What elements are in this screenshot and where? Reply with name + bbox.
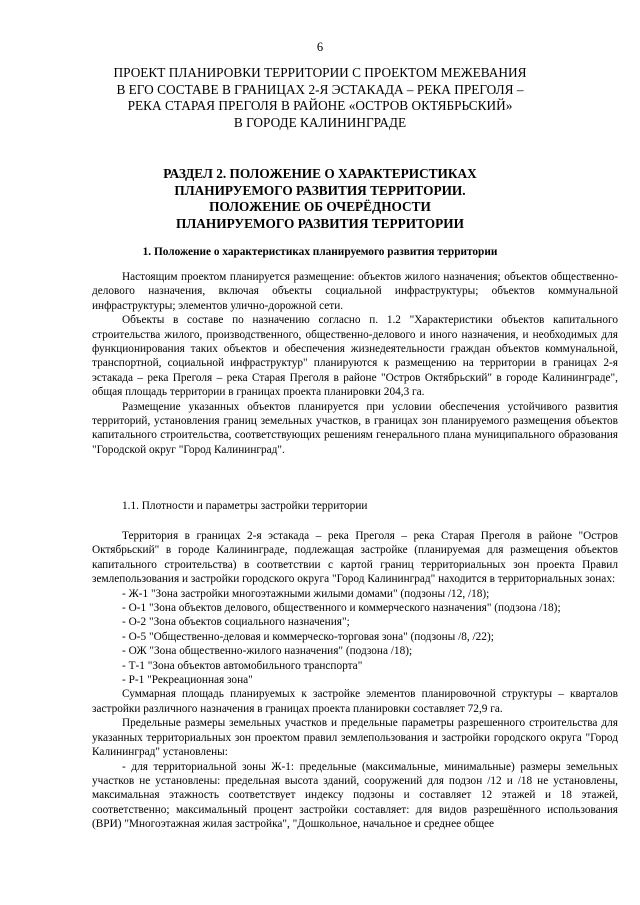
title-line: РЕКА СТАРАЯ ПРЕГОЛЯ В РАЙОНЕ «ОСТРОВ ОКТЯБРЬСКИЙ» — [127, 98, 513, 113]
zone-item: - ОЖ "Зона общественно-жилого назначения" (подзона /18); — [122, 645, 413, 658]
zone-item: - Р-1 "Рекреационная зона" — [122, 674, 253, 687]
section-line: РАЗДЕЛ 2. ПОЛОЖЕНИЕ О ХАРАКТЕРИСТИКАХ — [163, 166, 477, 181]
paragraph: Суммарная площадь планируемых к застройке элементов планировочной структуры – кварталов застройки различного назначения в границах проекта планировки составляет 72,9 га. — [92, 688, 618, 715]
section-line: ПОЛОЖЕНИЕ ОБ ОЧЕРЁДНОСТИ — [209, 199, 431, 214]
document-title — [60, 65, 580, 131]
zone-item: - О-2 "Зона объектов социального назначения"; — [122, 616, 350, 629]
zone-item: - Т-1 "Зона объектов автомобильного транспорта" — [122, 659, 363, 672]
paragraph: - для территориальной зоны Ж-1: предельные (максимальные, минимальные) размеры земельных участков не установлены: предельная высота зданий, сооружений для подзон /12 и /18 не установлены, максимальная этажность соответствует индексу подзоны и составляет 12 этажей и 18 этажей, соответственно; максимальный процент застройки составляет: для видов разрешённого использования (ВРИ) "Многоэтажная жилая застройка", "Дошкольное, начальное и среднее общее — [92, 760, 618, 831]
zone-item: - О-5 "Общественно-деловая и коммерческо-торговая зона" (подзоны /8, /22); — [122, 630, 494, 643]
subheading-2: 1.1. Плотности и параметры застройки территории — [122, 500, 368, 512]
body-block-1 — [92, 270, 618, 457]
title-line: ПРОЕКТ ПЛАНИРОВКИ ТЕРРИТОРИИ С ПРОЕКТОМ МЕЖЕВАНИЯ — [113, 65, 527, 80]
paragraph: Настоящим проектом планируется размещение: объектов жилого назначения; объектов общественно-делового назначения, включая объекты социальной инфраструктуры; объектов коммунальной инфраструктуры; элементов улично-дорожной сети. — [92, 271, 618, 312]
paragraph: Предельные размеры земельных участков и предельные параметры разрешенного строительства для указанных территориальных зон проектом правил землепользования и застройки городского округа "Город Калининград" установлены: — [92, 717, 618, 759]
page-number: 6 — [316, 40, 324, 54]
title-line: В ГОРОДЕ КАЛИНИНГРАДЕ — [233, 114, 407, 130]
title-line: В ЕГО СОСТАВЕ В ГРАНИЦАХ 2-Я ЭСТАКАДА – РЕКА ПРЕГОЛЯ – — [116, 81, 524, 97]
section-line: ПЛАНИРУЕМОГО РАЗВИТИЯ ТЕРРИТОРИИ — [176, 215, 464, 231]
section-line: ПЛАНИРУЕМОГО РАЗВИТИЯ ТЕРРИТОРИИ. — [174, 182, 466, 198]
section-heading — [60, 166, 580, 232]
body-block-2 — [92, 529, 618, 832]
subheading-1: 1. Положение о характеристиках планируемого развития территории — [142, 246, 498, 258]
zone-item: - О-1 "Зона объектов делового, общественного и коммерческого назначения" (подзона /18); — [122, 602, 561, 615]
zone-item: - Ж-1 "Зона застройки многоэтажными жилыми домами" (подзоны /12, /18); — [122, 587, 490, 600]
paragraph: Размещение указанных объектов планируется при условии обеспечения устойчивого развития территорий, установления границ земельных участков, в границах зон планируемого размещения объектов капитального строительства, соответствующих решениям генерального плана муниципального образования "Городской округ "Город Калининград". — [92, 400, 618, 456]
paragraph: Объекты в составе по назначению согласно п. 1.2 "Характеристики объектов капитального строительства жилого, производственного, общественно-делового и иного назначения, и необходимых для функционирования таких объектов и обеспечения жизнедеятельности граждан объектов коммунальной, транспортной, социальной инфраструктур" планируются к размещению на территории в границах 2-я эстакада – река Преголя – река Старая Преголя в районе "Остров Октябрьский" в городе Калининграде", общая площадь территории в границах проекта планировки 204,3 га. — [92, 314, 618, 399]
paragraph: Территория в границах 2-я эстакада – река Преголя – река Старая Преголя в районе "Остров Октябрьский" в городе Калининграде, подлежащая застройке (планируемая для размещения объектов капитального строительства) в соответствии с картой границ территориальных зон проекта Правил землепользования и застройки городского округа "Город Калининград" находится в территориальных зонах: — [92, 530, 618, 586]
